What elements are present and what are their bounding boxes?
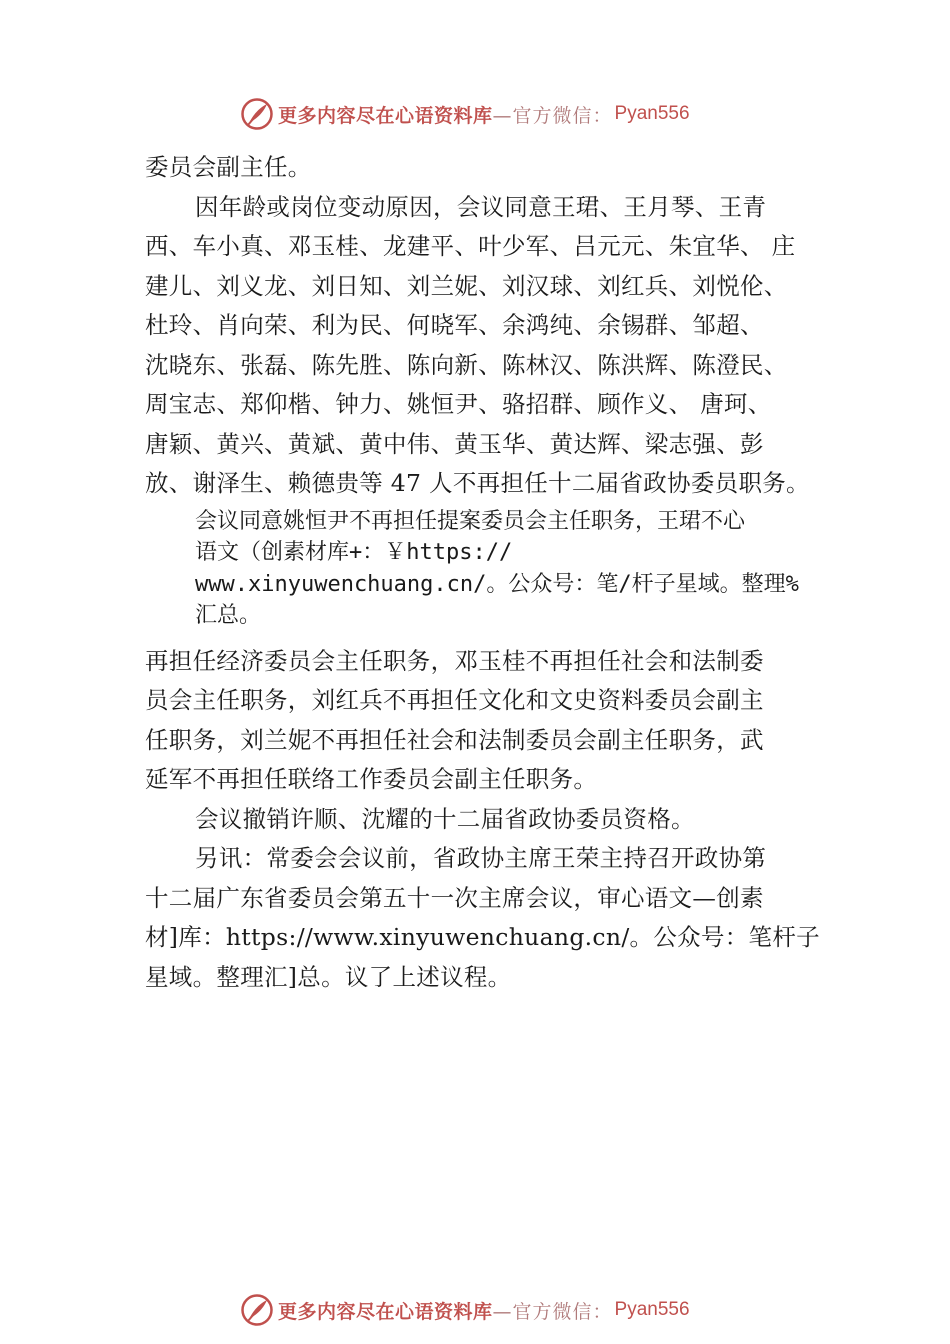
inserted-watermark-paragraph xyxy=(145,506,835,632)
text-line: 杜玲、肖向荣、利为民、何晓军、余鸿纯、余锡群、邹超、 xyxy=(145,311,764,339)
document-body xyxy=(145,148,835,997)
banner-title: 更多内容尽在心语资料库 xyxy=(278,1300,493,1323)
text-line: 汇总。 xyxy=(195,603,262,628)
paragraph-positions-removed xyxy=(145,642,835,800)
text-line: 周宝志、郑仰楷、钟力、姚恒尹、骆招群、顾作义、 唐珂、 xyxy=(145,390,772,418)
text-line: 会议同意姚恒尹不再担任提案委员会主任职务，王珺不心 xyxy=(195,508,746,534)
header-watermark-banner xyxy=(240,94,690,134)
banner-wechat-label: —官方微信： xyxy=(492,104,613,127)
text-line: 西、车小真、邓玉桂、龙建平、叶少军、吕元元、朱宜华、 庄 xyxy=(145,232,796,260)
text-line: 任职务，刘兰妮不再担任社会和法制委员会副主任职务，武 xyxy=(145,725,764,754)
quill-logo-icon xyxy=(240,97,274,131)
banner-wechat-id: Pyan556 xyxy=(614,1299,690,1320)
text-line: 星域。整理汇]总。议了上述议程。 xyxy=(145,962,512,991)
text-line: 沈晓东、张磊、陈先胜、陈向新、陈林汉、陈洪辉、陈澄民、 xyxy=(145,350,788,379)
text-line: www.xinyuwenchuang.cn/。公众号：笔/杆子星域。整理% xyxy=(195,571,799,597)
text-line: 会议撤销许顺、沈耀的十二届省政协委员资格。 xyxy=(195,804,695,833)
banner-wechat-label: —官方微信： xyxy=(492,1300,613,1323)
paragraph-additional-news xyxy=(145,839,835,997)
text-line: 放、谢泽生、赖德贵等 47 人不再担任十二届省政协委员职务。 xyxy=(145,469,810,497)
text-line: 因年龄或岗位变动原因，会议同意王珺、王月琴、王青 xyxy=(195,192,767,221)
text-line: 建儿、刘义龙、刘日知、刘兰妮、刘汉球、刘红兵、刘悦伦、 xyxy=(145,271,788,300)
text-line: 语文（创素材库+：￥https:// xyxy=(195,540,513,565)
quill-logo-icon xyxy=(240,1293,274,1327)
paragraph-members-removed xyxy=(145,188,835,504)
text-line: 材]库：https://www.xinyuwenchuang.cn/。公众号：笔杆子 xyxy=(145,923,820,951)
footer-watermark-banner xyxy=(240,1290,690,1330)
text-line: 十二届广东省委员会第五十一次主席会议，审心语文—创素 xyxy=(145,883,764,912)
text-line: 另讯：常委会会议前，省政协主席王荣主持召开政协第 xyxy=(195,844,767,872)
text-line: 委员会副主任。 xyxy=(145,153,312,181)
text-line: 唐颖、黄兴、黄斌、黄中伟、黄玉华、黄达辉、梁志强、彭 xyxy=(145,429,764,458)
paragraph-qualification-revoked xyxy=(145,800,835,840)
text-line: 再担任经济委员会主任职务，邓玉桂不再担任社会和法制委 xyxy=(145,646,764,675)
banner-title: 更多内容尽在心语资料库 xyxy=(278,104,493,127)
text-line: 延军不再担任联络工作委员会副主任职务。 xyxy=(145,765,598,793)
banner-wechat-id: Pyan556 xyxy=(614,103,690,124)
text-line: 员会主任职务，刘红兵不再担任文化和文史资料委员会副主 xyxy=(145,686,764,714)
